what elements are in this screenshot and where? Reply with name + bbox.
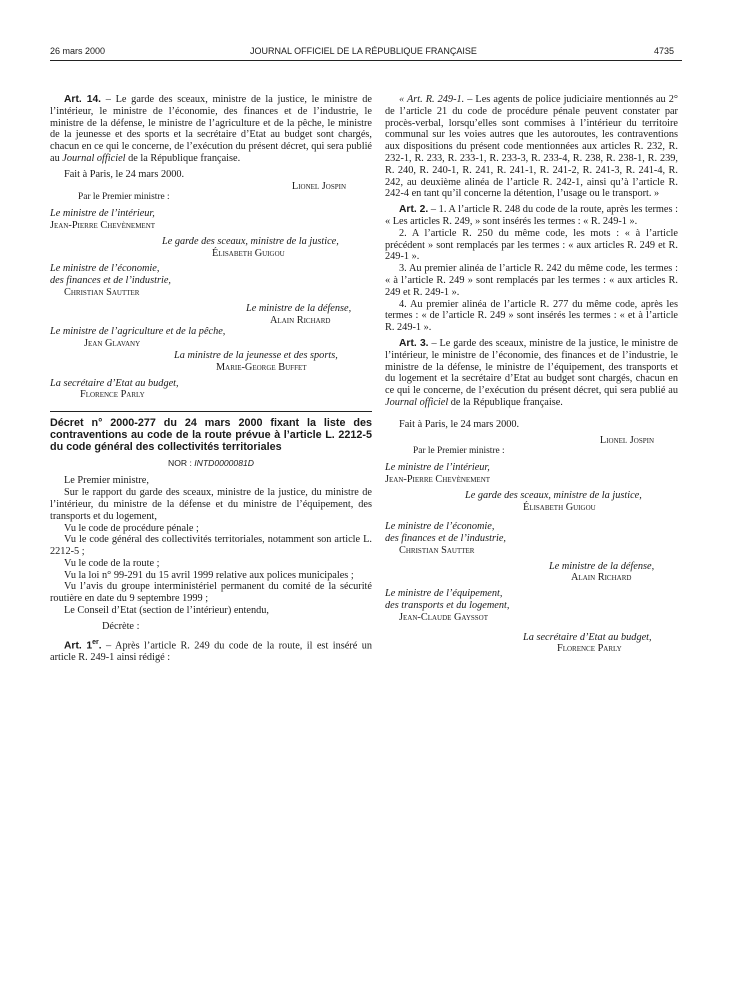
signatory-agriculture-name: Jean Glavany [84, 338, 141, 350]
visa-conseil-etat: Le Conseil d’Etat (section de l’intérieur) entendu, [64, 605, 270, 617]
header-rule [50, 60, 682, 61]
article-2-p2: 2. A l’article R. 250 du même code, les mots : « à l’article précédent » sont remplacés par les termes : « aux articles R. 249 et R. 249-1 ». [385, 227, 678, 263]
signatory-economie-title-1: Le ministre de l’économie, [50, 263, 160, 275]
signatory-economie-title-2: des finances et de l’industrie, [50, 275, 171, 287]
article-2-p4: 4. Au premier alinéa de l’article R. 277 du même code, après les termes : « de l’article R. 249 » sont insérés les termes : « et à l’article R. 249-1 ». [385, 298, 678, 334]
article-3-label: Art. 3. [399, 337, 429, 349]
par-premier-ministre-2: Par le Premier ministre : [413, 446, 505, 457]
visa-rapport: Sur le rapport du garde des sceaux, ministre de la justice, du ministre de l’intérieur, du ministre de la défense et du ministre de l’équipement, des transports et du logement, [50, 487, 372, 522]
nor-code: INTD0000081D [194, 457, 254, 468]
article-1-label: Art. 1 [64, 640, 93, 652]
signatory-defense-title: Le ministre de la défense, [246, 302, 352, 314]
signatory-budget-name-2: Florence Parly [557, 643, 622, 655]
visa-avis: Vu l’avis du groupe interministériel permanent du comité de la sécurité routière en date du 9 septembre 1999 ; [50, 581, 372, 605]
visa-code-procedure-penale: Vu le code de procédure pénale ; [64, 522, 199, 534]
nor-reference: NOR : INTD0000081D [168, 457, 254, 468]
fait-a-paris: Fait à Paris, le 24 mars 2000. [64, 168, 185, 180]
decrete: Décrète : [102, 620, 140, 632]
visa-code-route: Vu le code de la route ; [64, 557, 160, 569]
signatory-jeunesse-name: Marie-George Buffet [216, 361, 307, 373]
article-3: Art. 3. – Le garde des sceaux, ministre de la justice, le ministre de l’intérieur, le ministre de l’économie, des finances et de l’industrie, le ministre de la défense, le ministre de l’équipement, des transports et du logement et la secrétaire d’Etat au budget sont chargés, chacun en ce qui le concerne, de l’exécution du présent décret, qui sera publié au Journal officiel de la République française. [385, 337, 678, 408]
decret-title: Décret n° 2000-277 du 24 mars 2000 fixant la liste des contraventions au code de la route prévue à l’article L. 2212-5 du code général des collectivités territoriales [50, 417, 372, 453]
pm-signature: Lionel Jospin [291, 180, 346, 192]
signatory-interieur-name: Jean-Pierre Chevènement [50, 219, 156, 231]
fait-a-paris-2: Fait à Paris, le 24 mars 2000. [399, 418, 520, 430]
visa-loi-polices: Vu la loi n° 99-291 du 15 avril 1999 relative aux polices municipales ; [64, 569, 354, 581]
signatory-budget-name: Florence Parly [80, 389, 145, 401]
article-14: Art. 14. – Le garde des sceaux, ministre de la justice, le ministre de l’intérieur, le ministre de l’économie, des finances et de l’industrie, le ministre de la défense, le ministre de l’agriculture et de la pêche, le ministre de la jeunesse et des sports et la secrétaire d’Etat au budget sont chargés, chacun en ce qui le concerne, de l’exécution du présent décret, qui sera publié au Journal officiel de la République française. [50, 94, 372, 164]
signatory-agriculture-title: Le ministre de l’agriculture et de la pêche, [50, 326, 226, 338]
signatory-justice-title-2: Le garde des sceaux, ministre de la justice, [465, 489, 642, 501]
signatory-interieur-name-2: Jean-Pierre Chevènement [385, 473, 491, 485]
header-title: JOURNAL OFFICIEL DE LA RÉPUBLIQUE FRANÇAISE [250, 46, 477, 56]
par-premier-ministre: Par le Premier ministre : [78, 192, 170, 203]
signatory-economie-name: Christian Sautter [64, 286, 140, 298]
visa-cgct: Vu le code général des collectivités territoriales, notamment son article L. 2212-5 ; [50, 534, 372, 558]
signatory-justice-name-2: Élisabeth Guigou [523, 501, 596, 513]
signatory-justice-name: Élisabeth Guigou [212, 247, 285, 259]
article-2-label: Art. 2. [399, 204, 429, 216]
signatory-justice-title: Le garde des sceaux, ministre de la justice, [162, 235, 339, 247]
signatory-budget-title-2: La secrétaire d’Etat au budget, [523, 631, 652, 643]
article-1: Art. 1er. – Après l’article R. 249 du code de la route, il est inséré un article R. 249-1 ainsi rédigé : [50, 638, 372, 663]
signatory-budget-title: La secrétaire d’Etat au budget, [50, 377, 179, 389]
signatory-equipement-title-2: des transports et du logement, [385, 600, 510, 612]
signatory-equipement-name: Jean-Claude Gayssot [399, 611, 489, 623]
signatory-defense-name-2: Alain Richard [571, 572, 632, 584]
article-14-label: Art. 14. [64, 94, 102, 105]
signatory-equipement-title-1: Le ministre de l’équipement, [385, 588, 503, 600]
right-column [385, 94, 678, 655]
header-page-number: 4735 [654, 46, 675, 56]
signatory-defense-name: Alain Richard [270, 314, 331, 326]
signatory-interieur-title: Le ministre de l’intérieur, [50, 208, 155, 220]
signatory-defense-title-2: Le ministre de la défense, [549, 560, 655, 572]
pm-signature-2: Lionel Jospin [599, 434, 654, 446]
left-column [50, 94, 372, 664]
article-r249-1-text: « Art. R. 249-1. – Les agents de police judiciaire mentionnés au 2° de l’article 21 du code de procédure pénale peuvent constater par procès-verbal, lorsqu’elles sont commises à l’intérieur du territoire communal sur les voies autres que les autoroutes, les contraventions aux dispositions du présent code mentionnées aux articles R. 232, R. 232-1, R. 233, R. 233-1, R. 233-3, R. 233-4, R. 238, R. 238-1, R. 239, R. 240, R. 240-1, R. 241, R. 241-1, R. 241-2, R. 241-3, R. 241-4, R. 242, au deuxième alinéa de l’article R. 242-1, ainsi qu’à l’article R. 242-4 en tant qu’il concerne la détention, l’usage ou le transport. » [385, 94, 678, 200]
signatory-economie-name-2: Christian Sautter [399, 544, 475, 556]
signatory-interieur-title-2: Le ministre de l’intérieur, [385, 462, 490, 474]
article-2-p1: Art. 2. – 1. A l’article R. 248 du code de la route, après les termes : « Les articles R. 249, » sont insérés les termes : « R. 249-1 ». [385, 204, 678, 227]
section-divider [50, 411, 372, 412]
signatory-jeunesse-title: La ministre de la jeunesse et des sports, [174, 349, 338, 361]
premier-ministre: Le Premier ministre, [64, 475, 149, 487]
signatory-economie-title-2-2: des finances et de l’industrie, [385, 533, 506, 545]
article-2-p3: 3. Au premier alinéa de l’article R. 242 du même code, les termes : « à l’article R. 249 » sont remplacés par les termes : « aux articles R. 249 et R. 249-1 ». [385, 263, 678, 298]
header-date: 26 mars 2000 [50, 46, 106, 56]
signatory-economie-title-1-2: Le ministre de l’économie, [385, 521, 495, 533]
